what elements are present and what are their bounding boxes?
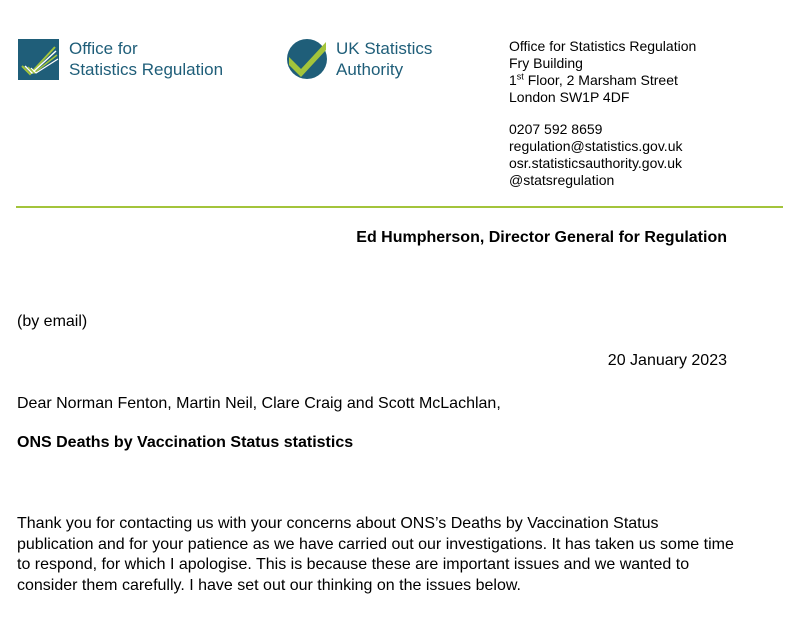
- osr-logo-line1: Office for: [69, 39, 138, 58]
- signatory: Ed Humpherson, Director General for Regulation: [356, 229, 727, 246]
- contact-website[interactable]: osr.statisticsauthority.gov.uk: [509, 155, 682, 171]
- uksa-logo-line1: UK Statistics: [336, 39, 433, 58]
- contact-twitter[interactable]: @statsregulation: [509, 172, 615, 188]
- uksa-logo: [286, 38, 432, 80]
- letter-body-paragraph: Thank you for contacting us with your concerns about ONS’s Deaths by Vaccination Status publication and for your patience as we have carried out our investigations. It has taken us some time to respond, for which I apologise. This is because these are important issues and we wanted to consider them carefully. I have set out our thinking on the issues below.: [17, 515, 734, 594]
- letter-date: 20 January 2023: [607, 352, 727, 369]
- address-floor: 1st Floor, 2 Marsham Street: [509, 71, 678, 88]
- header-divider: [16, 206, 783, 208]
- delivery-note: (by email): [17, 313, 88, 330]
- contact-phone: 0207 592 8659: [509, 121, 603, 137]
- uksa-logo-line2: Authority: [336, 60, 404, 79]
- address-building: Fry Building: [509, 55, 583, 71]
- osr-check-icon: [18, 39, 59, 80]
- salutation: Dear Norman Fenton, Martin Neil, Clare Craig and Scott McLachlan,: [17, 395, 501, 412]
- address-org: Office for Statistics Regulation: [509, 38, 697, 54]
- letter-subject: ONS Deaths by Vaccination Status statistics: [17, 434, 354, 451]
- osr-logo-line2: Statistics Regulation: [69, 60, 224, 79]
- address-city: London SW1P 4DF: [509, 89, 630, 105]
- uksa-check-icon: [286, 38, 328, 80]
- osr-logo: [18, 38, 223, 80]
- contact-email[interactable]: regulation@statistics.gov.uk: [509, 138, 683, 154]
- contact-address: [509, 38, 696, 189]
